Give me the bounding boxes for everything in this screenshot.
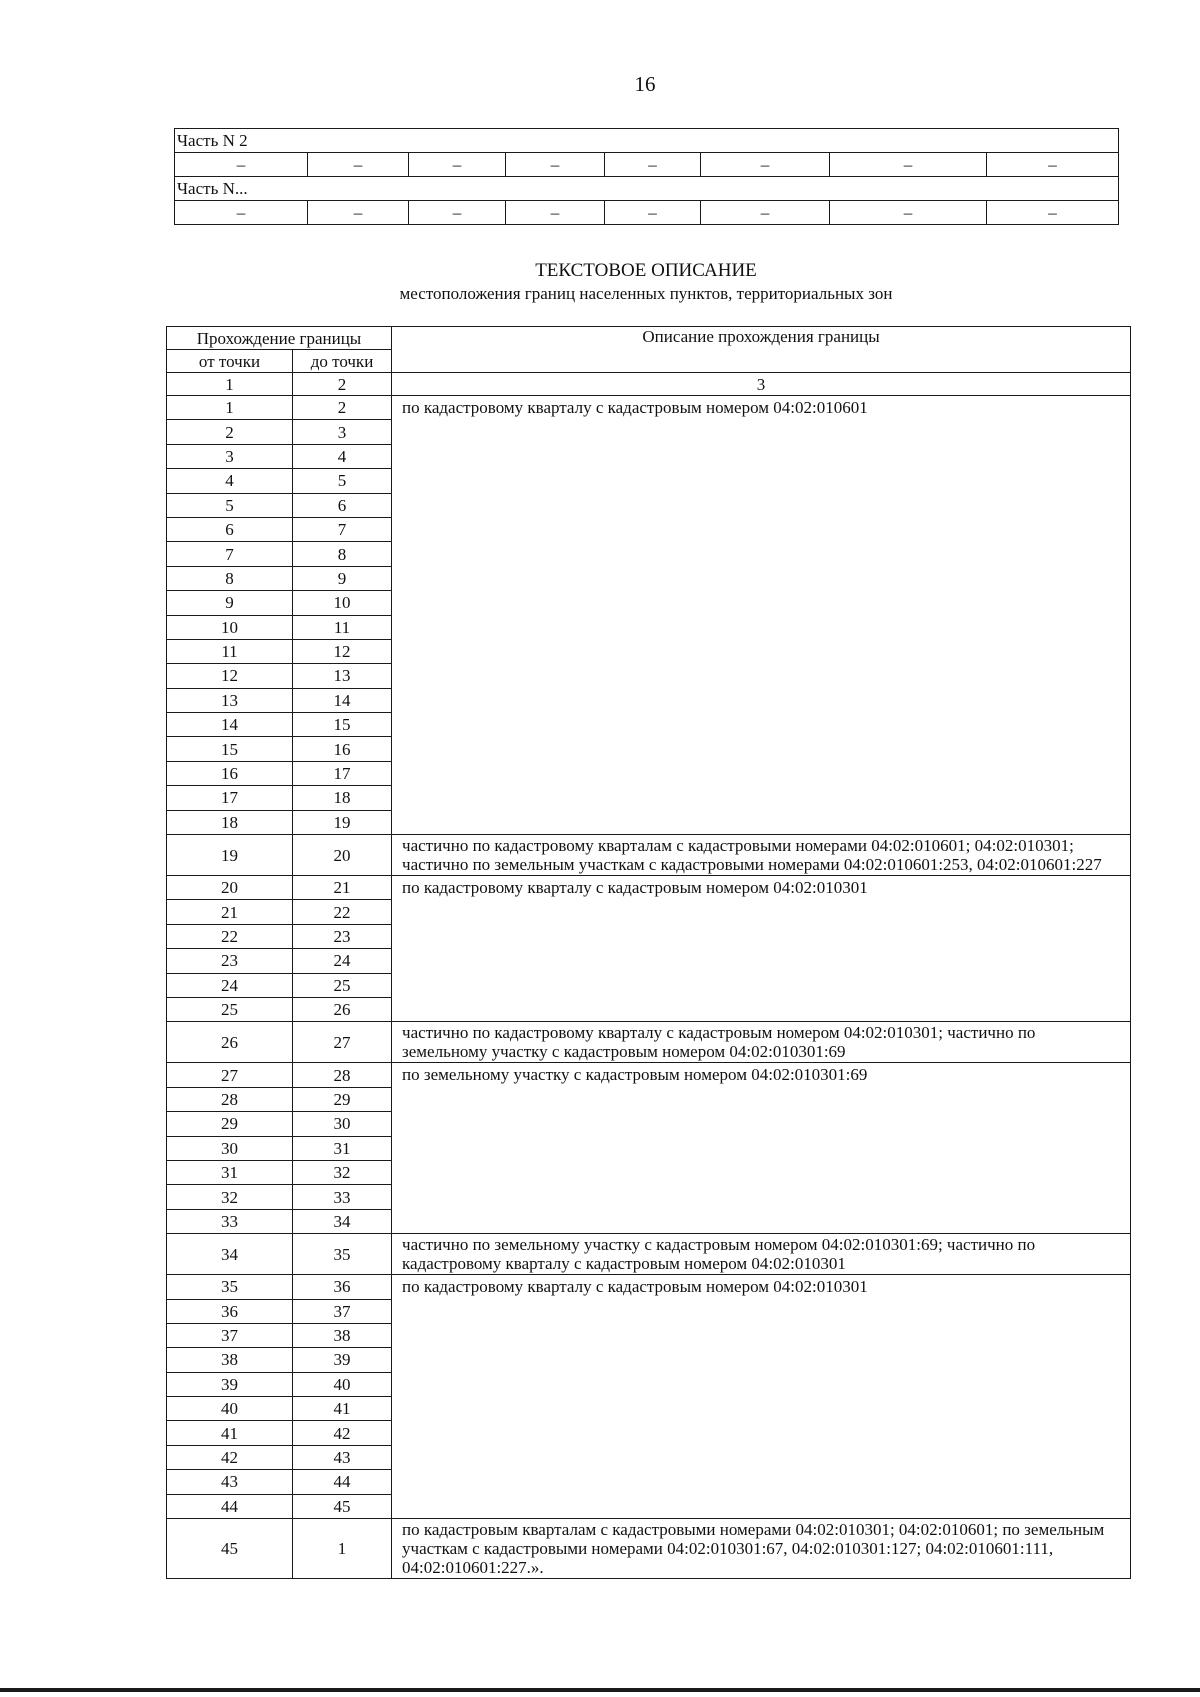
to-point: 13 — [293, 664, 392, 688]
dash-cell: – — [506, 153, 605, 177]
from-point: 29 — [167, 1112, 293, 1136]
from-point: 13 — [167, 688, 293, 712]
table-row — [167, 1275, 1131, 1299]
to-point: 34 — [293, 1209, 392, 1233]
dash-cell: – — [409, 201, 506, 225]
to-point: 41 — [293, 1397, 392, 1421]
to-point: 7 — [293, 517, 392, 541]
to-point: 28 — [293, 1063, 392, 1087]
column-number: 2 — [293, 373, 392, 396]
from-point: 16 — [167, 761, 293, 785]
page-bottom-rule — [0, 1688, 1200, 1692]
to-point: 38 — [293, 1323, 392, 1347]
to-point: 19 — [293, 810, 392, 834]
boundary-description: по земельному участку с кадастровым номером 04:02:010301:69 — [392, 1063, 1131, 1234]
boundary-description: по кадастровому кварталу с кадастровым номером 04:02:010301 — [392, 876, 1131, 1022]
to-point: 39 — [293, 1348, 392, 1372]
to-point: 40 — [293, 1372, 392, 1396]
to-point: 21 — [293, 876, 392, 900]
part-n-row — [175, 177, 1119, 201]
dash-cell: – — [701, 201, 830, 225]
to-point: 20 — [293, 835, 392, 876]
column-number: 3 — [392, 373, 1131, 396]
from-point: 42 — [167, 1445, 293, 1469]
header-from: от точки — [167, 350, 293, 373]
from-point: 32 — [167, 1185, 293, 1209]
header-description: Описание прохождения границы — [392, 327, 1131, 373]
column-numbers-row — [167, 373, 1131, 396]
to-point: 32 — [293, 1160, 392, 1184]
table-row — [167, 876, 1131, 900]
from-point: 43 — [167, 1470, 293, 1494]
from-point: 36 — [167, 1299, 293, 1323]
to-point: 15 — [293, 713, 392, 737]
from-point: 7 — [167, 542, 293, 566]
from-point: 23 — [167, 949, 293, 973]
from-point: 11 — [167, 639, 293, 663]
part-n-label: Часть N... — [175, 177, 1119, 201]
to-point: 27 — [293, 1022, 392, 1063]
from-point: 27 — [167, 1063, 293, 1087]
to-point: 9 — [293, 566, 392, 590]
from-point: 38 — [167, 1348, 293, 1372]
from-point: 31 — [167, 1160, 293, 1184]
from-point: 41 — [167, 1421, 293, 1445]
boundary-description: частично по земельному участку с кадастровым номером 04:02:010301:69; частично по кадастровому кварталу с кадастровым номером 04:02:010301 — [392, 1234, 1131, 1275]
dash-cell: – — [987, 201, 1119, 225]
from-point: 17 — [167, 786, 293, 810]
to-point: 22 — [293, 900, 392, 924]
from-point: 3 — [167, 444, 293, 468]
dash-cell: – — [409, 153, 506, 177]
from-point: 8 — [167, 566, 293, 590]
part-2-dash-row — [175, 153, 1119, 177]
to-point: 33 — [293, 1185, 392, 1209]
page-number: 16 — [634, 72, 656, 96]
header-boundary: Прохождение границы — [167, 327, 392, 350]
from-point: 39 — [167, 1372, 293, 1396]
to-point: 37 — [293, 1299, 392, 1323]
table-row — [167, 396, 1131, 420]
from-point: 28 — [167, 1087, 293, 1111]
from-point: 35 — [167, 1275, 293, 1299]
from-point: 45 — [167, 1519, 293, 1579]
header-row — [167, 327, 1131, 350]
from-point: 12 — [167, 664, 293, 688]
to-point: 45 — [293, 1494, 392, 1518]
to-point: 6 — [293, 493, 392, 517]
from-point: 22 — [167, 924, 293, 948]
from-point: 20 — [167, 876, 293, 900]
part-n-dash-row — [175, 201, 1119, 225]
table-row — [167, 1022, 1131, 1063]
to-point: 14 — [293, 688, 392, 712]
dash-cell: – — [175, 201, 308, 225]
from-point: 25 — [167, 997, 293, 1021]
dash-cell: – — [308, 201, 409, 225]
parts-table — [174, 128, 1119, 225]
part-2-label: Часть N 2 — [175, 129, 1119, 153]
to-point: 26 — [293, 997, 392, 1021]
table-row — [167, 1234, 1131, 1275]
from-point: 9 — [167, 591, 293, 615]
to-point: 4 — [293, 444, 392, 468]
document-subtitle: местоположения границ населенных пунктов, территориальных зон — [399, 284, 893, 303]
to-point: 29 — [293, 1087, 392, 1111]
boundary-description: по кадастровому кварталу с кадастровым номером 04:02:010601 — [392, 396, 1131, 835]
boundary-description: частично по кадастровому кварталам с кадастровыми номерами 04:02:010601; 04:02:010301; частично по земельным участкам с кадастровыми номерами 04:02:010601:253, 04:02:010601:227 — [392, 835, 1131, 876]
to-point: 31 — [293, 1136, 392, 1160]
from-point: 44 — [167, 1494, 293, 1518]
from-point: 2 — [167, 420, 293, 444]
dash-cell: – — [701, 153, 830, 177]
from-point: 10 — [167, 615, 293, 639]
boundary-description: по кадастровым кварталам с кадастровыми номерами 04:02:010301; 04:02:010601; по земельным участкам с кадастровыми номерами 04:02:010301:67, 04:02:010301:127; 04:02:010601:111, 04:02:010601:227.». — [392, 1519, 1131, 1579]
from-point: 37 — [167, 1323, 293, 1347]
to-point: 16 — [293, 737, 392, 761]
dash-cell: – — [605, 201, 701, 225]
from-point: 6 — [167, 517, 293, 541]
to-point: 36 — [293, 1275, 392, 1299]
from-point: 21 — [167, 900, 293, 924]
dash-cell: – — [175, 153, 308, 177]
to-point: 3 — [293, 420, 392, 444]
from-point: 18 — [167, 810, 293, 834]
from-point: 15 — [167, 737, 293, 761]
to-point: 17 — [293, 761, 392, 785]
boundary-table-body — [167, 396, 1131, 1579]
to-point: 12 — [293, 639, 392, 663]
part-2-row — [175, 129, 1119, 153]
to-point: 35 — [293, 1234, 392, 1275]
from-point: 30 — [167, 1136, 293, 1160]
to-point: 18 — [293, 786, 392, 810]
table-row — [167, 1063, 1131, 1087]
to-point: 43 — [293, 1445, 392, 1469]
boundary-table — [166, 326, 1131, 1579]
from-point: 34 — [167, 1234, 293, 1275]
dash-cell: – — [308, 153, 409, 177]
dash-cell: – — [830, 201, 987, 225]
boundary-description: частично по кадастровому кварталу с кадастровым номером 04:02:010301; частично по земельному участку с кадастровым номером 04:02:010301:69 — [392, 1022, 1131, 1063]
to-point: 5 — [293, 469, 392, 493]
document-title: ТЕКСТОВОЕ ОПИСАНИЕ — [535, 260, 757, 281]
column-number: 1 — [167, 373, 293, 396]
dash-cell: – — [987, 153, 1119, 177]
table-row — [167, 835, 1131, 876]
from-point: 24 — [167, 973, 293, 997]
to-point: 30 — [293, 1112, 392, 1136]
from-point: 1 — [167, 396, 293, 420]
to-point: 24 — [293, 949, 392, 973]
to-point: 25 — [293, 973, 392, 997]
to-point: 44 — [293, 1470, 392, 1494]
to-point: 8 — [293, 542, 392, 566]
from-point: 14 — [167, 713, 293, 737]
to-point: 11 — [293, 615, 392, 639]
to-point: 1 — [293, 1519, 392, 1579]
to-point: 2 — [293, 396, 392, 420]
to-point: 42 — [293, 1421, 392, 1445]
boundary-description: по кадастровому кварталу с кадастровым номером 04:02:010301 — [392, 1275, 1131, 1519]
dash-cell: – — [506, 201, 605, 225]
from-point: 26 — [167, 1022, 293, 1063]
from-point: 40 — [167, 1397, 293, 1421]
from-point: 33 — [167, 1209, 293, 1233]
dash-cell: – — [605, 153, 701, 177]
to-point: 10 — [293, 591, 392, 615]
header-to: до точки — [293, 350, 392, 373]
dash-cell: – — [830, 153, 987, 177]
from-point: 5 — [167, 493, 293, 517]
table-row — [167, 1519, 1131, 1579]
from-point: 4 — [167, 469, 293, 493]
to-point: 23 — [293, 924, 392, 948]
from-point: 19 — [167, 835, 293, 876]
